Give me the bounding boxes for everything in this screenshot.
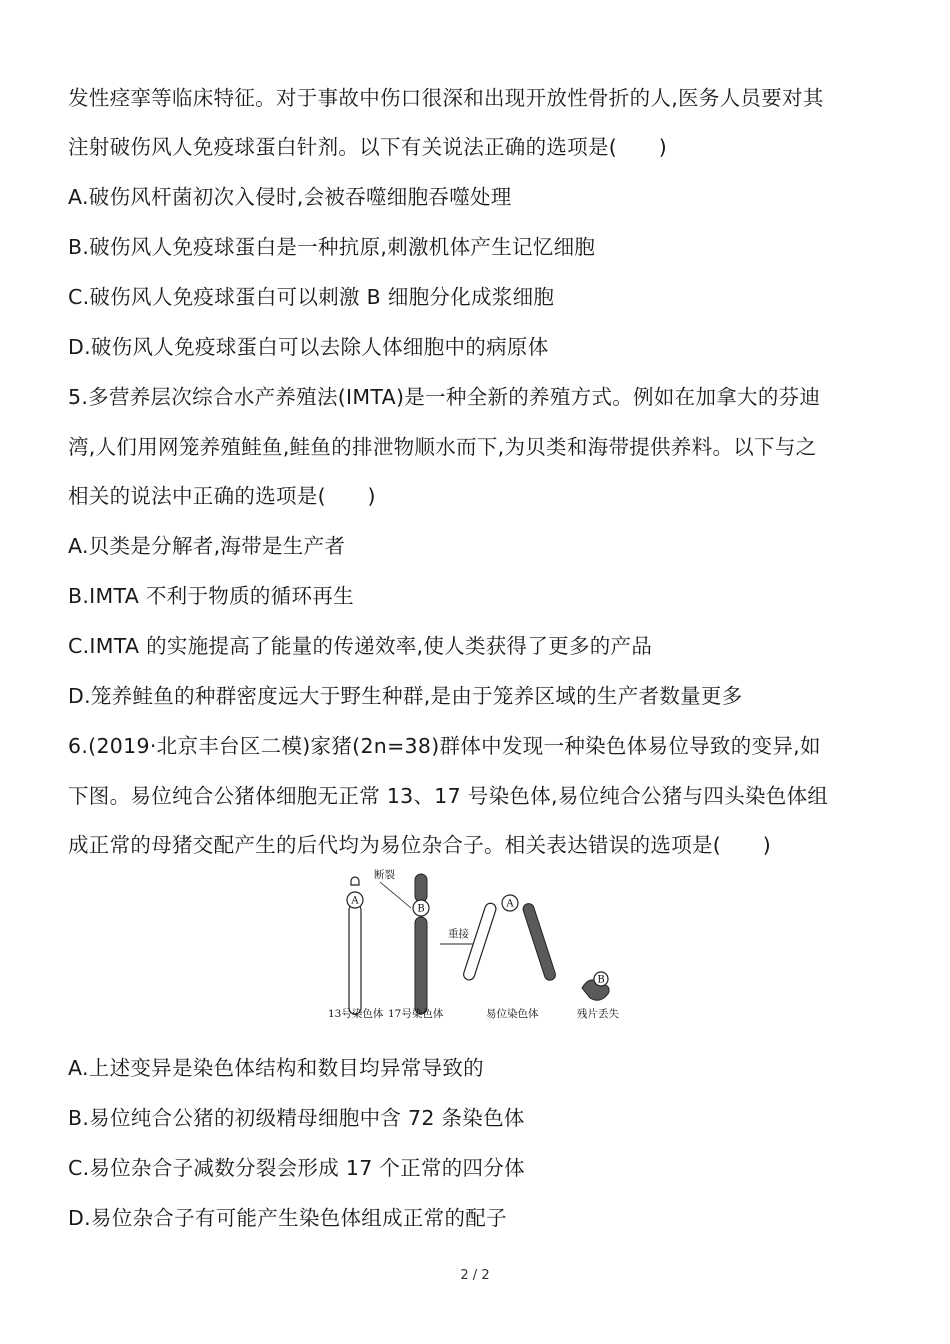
- line-1: 发性痉挛等临床特征。对于事故中伤口很深和出现开放性骨折的人,医务人员要对其: [68, 86, 824, 110]
- option-a: A.破伤风杆菌初次入侵时,会被吞噬细胞吞噬处理: [68, 185, 512, 209]
- option-d: D.破伤风人免疫球蛋白可以去除人体细胞中的病原体: [68, 335, 549, 359]
- break-pointer: [380, 882, 411, 908]
- question-6-line-3: 成正常的母猪交配产生的后代均为易位杂合子。相关表达错误的选项是( ): [68, 833, 771, 857]
- option-b: B.易位纯合公猪的初级精母细胞中含 72 条染色体: [68, 1106, 525, 1130]
- translocation-label: 易位染色体: [486, 1008, 539, 1020]
- question-5-line-3: 相关的说法中正确的选项是( ): [68, 484, 376, 508]
- translocation-chromosome: [462, 895, 557, 982]
- chromosome-13: [347, 877, 363, 1014]
- break-label: 断裂: [374, 869, 395, 881]
- question-5-line-2: 湾,人们用网笼养殖鲑鱼,鲑鱼的排泄物顺水而下,为贝类和海带提供养料。以下与之: [68, 435, 817, 459]
- centromere-a-label: A: [351, 895, 359, 907]
- option-b: B.破伤风人免疫球蛋白是一种抗原,刺激机体产生记忆细胞: [68, 235, 596, 259]
- option-d: D.易位杂合子有可能产生染色体组成正常的配子: [68, 1206, 507, 1230]
- option-b: B.IMTA 不利于物质的循环再生: [68, 584, 354, 608]
- option-c: C.破伤风人免疫球蛋白可以刺激 B 细胞分化成浆细胞: [68, 285, 555, 309]
- chromosome-translocation-figure: [320, 862, 640, 1027]
- page-number: 2 / 2: [460, 1268, 490, 1283]
- rejoin-label: 重接: [448, 928, 469, 940]
- option-c: C.IMTA 的实施提高了能量的传递效率,使人类获得了更多的产品: [68, 634, 653, 658]
- centromere-b-label: B: [597, 974, 605, 986]
- question-6-line-2: 下图。易位纯合公猪体细胞无正常 13、17 号染色体,易位纯合公猪与四头染色体组: [68, 784, 829, 808]
- chr17-label: 17号染色体: [388, 1008, 444, 1020]
- fragment-label: 残片丢失: [577, 1008, 619, 1020]
- question-5-line-1: 5.多营养层次综合水产养殖法(IMTA)是一种全新的养殖方式。例如在加拿大的芬迪: [68, 385, 821, 409]
- chromosome-17: [413, 874, 429, 1014]
- line-2: 注射破伤风人免疫球蛋白针剂。以下有关说法正确的选项是( ): [68, 135, 667, 159]
- lost-fragment: [582, 972, 609, 1000]
- chr13-label: 13号染色体: [328, 1008, 384, 1020]
- option-c: C.易位杂合子减数分裂会形成 17 个正常的四分体: [68, 1156, 525, 1180]
- option-a: A.贝类是分解者,海带是生产者: [68, 534, 346, 558]
- option-d: D.笼养鲑鱼的种群密度远大于野生种群,是由于笼养区域的生产者数量更多: [68, 684, 743, 708]
- option-a: A.上述变异是染色体结构和数目均异常导致的: [68, 1056, 484, 1080]
- centromere-b-label: B: [417, 903, 425, 915]
- question-6-line-1: 6.(2019·北京丰台区二模)家猪(2n=38)群体中发现一种染色体易位导致的变异,如: [68, 734, 821, 758]
- centromere-a-label: A: [506, 898, 514, 910]
